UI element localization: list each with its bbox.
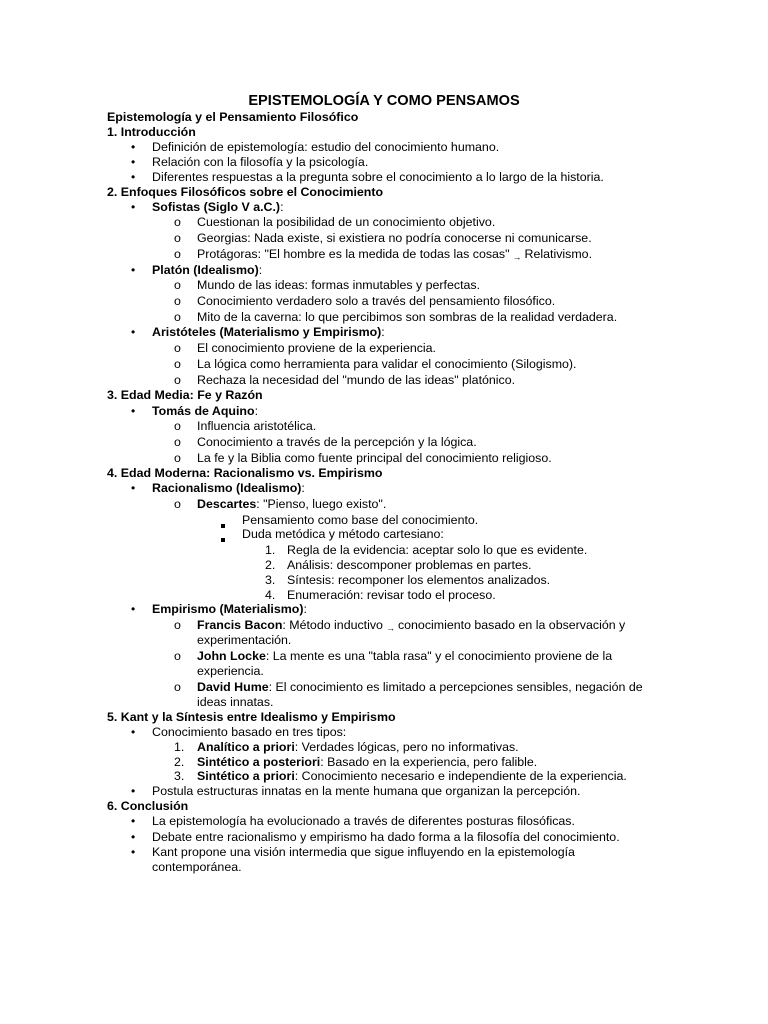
list-item: Mundo de las ideas: formas inmutables y perfectas. bbox=[197, 278, 481, 292]
circle-glyph: o bbox=[174, 310, 181, 324]
arrow-right-icon: → bbox=[512, 252, 522, 262]
bullet-glyph: • bbox=[131, 725, 136, 739]
circle-glyph: o bbox=[174, 215, 181, 229]
bullet-glyph: • bbox=[131, 140, 136, 154]
bullet-glyph: • bbox=[131, 200, 136, 214]
descartes-text: : "Pienso, luego existo". bbox=[256, 497, 387, 511]
colon-glyph: : bbox=[303, 602, 307, 616]
type-label: Sintético a posteriori bbox=[197, 755, 321, 769]
list-item: Regla de la evidencia: aceptar solo lo que es evidente. bbox=[287, 543, 588, 557]
list-item-descartes bbox=[197, 497, 386, 512]
list-item: La lógica como herramienta para validar el conocimiento (Silogismo). bbox=[197, 357, 577, 371]
page-title: EPISTEMOLOGÍA Y COMO PENSAMOS bbox=[248, 93, 520, 109]
bacon-text-2: conocimiento basado en la observación y bbox=[397, 618, 626, 632]
list-item bbox=[197, 769, 627, 784]
list-item-tomas bbox=[152, 404, 258, 419]
list-item: Diferentes respuestas a la pregunta sobre el conocimiento a lo largo de la historia. bbox=[152, 170, 604, 184]
bullet-glyph: • bbox=[131, 830, 136, 844]
square-bullet-icon bbox=[221, 531, 225, 546]
list-item-platon bbox=[152, 263, 262, 278]
empirismo-label: Empirismo (Materialismo) bbox=[152, 602, 304, 616]
list-item: Duda metódica y método cartesiano: bbox=[242, 527, 444, 541]
list-item: El conocimiento proviene de la experiencia. bbox=[197, 341, 437, 355]
aristoteles-label: Aristóteles (Materialismo y Empirismo) bbox=[152, 325, 382, 339]
bullet-glyph: • bbox=[131, 155, 136, 169]
list-item: Conocimiento basado en tres tipos: bbox=[152, 725, 347, 739]
bullet-glyph: • bbox=[131, 325, 136, 339]
numbered-marker: 1. bbox=[174, 740, 185, 754]
colon-glyph: : bbox=[301, 481, 305, 495]
section-heading-1: 1. Introducción bbox=[107, 125, 196, 139]
list-item: Cuestionan la posibilidad de un conocimiento objetivo. bbox=[197, 215, 496, 229]
bullet-glyph: • bbox=[131, 602, 136, 616]
type-text: : Conocimiento necesario e independiente de la experiencia. bbox=[294, 769, 627, 783]
list-item-hume bbox=[197, 680, 643, 695]
bullet-glyph: • bbox=[131, 845, 136, 859]
section-heading-6: 6. Conclusión bbox=[107, 799, 189, 813]
locke-text: : La mente es una "tabla rasa" y el conocimiento proviene de la bbox=[265, 649, 613, 663]
arrow-right-icon: → bbox=[385, 623, 395, 633]
list-item: Postula estructuras innatas en la mente humana que organizan la percepción. bbox=[152, 784, 581, 798]
circle-glyph: o bbox=[174, 451, 181, 465]
list-item: Georgias: Nada existe, si existiera no podría conocerse ni comunicarse. bbox=[197, 231, 592, 245]
list-item: Kant propone una visión intermedia que sigue influyendo en la epistemología bbox=[152, 845, 575, 859]
list-item-sofistas bbox=[152, 200, 284, 215]
section-heading-2: 2. Enfoques Filosóficos sobre el Conocimiento bbox=[107, 185, 384, 199]
bullet-glyph: • bbox=[131, 170, 136, 184]
circle-glyph: o bbox=[174, 649, 181, 663]
list-item: La fe y la Biblia como fuente principal del conocimiento religioso. bbox=[197, 451, 552, 465]
section-heading-5: 5. Kant y la Síntesis entre Idealismo y Empirismo bbox=[107, 710, 396, 724]
colon-glyph: : bbox=[254, 404, 259, 418]
list-item-continuation: experimentación. bbox=[197, 633, 292, 647]
list-item: Debate entre racionalismo y empirismo ha dado forma a la filosofía del conocimiento. bbox=[152, 830, 620, 844]
tomas-label: Tomás de Aquino bbox=[152, 404, 255, 418]
list-item: Pensamiento como base del conocimiento. bbox=[242, 513, 479, 527]
list-item: Análisis: descomponer problemas en partes. bbox=[287, 558, 532, 572]
colon-glyph: : bbox=[381, 325, 385, 339]
list-item-continuation: ideas innatas. bbox=[197, 695, 274, 709]
document-subtitle: Epistemología y el Pensamiento Filosófico bbox=[107, 110, 359, 124]
list-item bbox=[197, 247, 592, 263]
list-item-racionalismo bbox=[152, 481, 305, 496]
circle-glyph: o bbox=[174, 435, 181, 449]
colon-glyph: : bbox=[258, 263, 263, 277]
list-item-bacon bbox=[197, 618, 625, 634]
bullet-glyph: • bbox=[131, 814, 136, 828]
circle-glyph: o bbox=[174, 247, 181, 261]
colon-glyph: : bbox=[280, 200, 284, 214]
circle-glyph: o bbox=[174, 341, 181, 355]
list-item: Definición de epistemología: estudio del conocimiento humano. bbox=[152, 140, 500, 154]
circle-glyph: o bbox=[174, 278, 181, 292]
numbered-marker: 3. bbox=[265, 573, 276, 587]
list-item-continuation: contemporánea. bbox=[152, 860, 242, 874]
list-item: Mito de la caverna: lo que percibimos son sombras de la realidad verdadera. bbox=[197, 310, 618, 324]
list-item: Influencia aristotélica. bbox=[197, 419, 317, 433]
type-label: Analítico a priori bbox=[197, 740, 295, 754]
list-item: Relación con la filosofía y la psicología. bbox=[152, 155, 369, 169]
list-item: Rechaza la necesidad del "mundo de las ideas" platónico. bbox=[197, 373, 516, 387]
type-text: : Verdades lógicas, pero no informativas. bbox=[294, 740, 519, 754]
type-label: Sintético a priori bbox=[197, 769, 295, 783]
bacon-text: : Método inductivo bbox=[282, 618, 383, 632]
list-item: Enumeración: revisar todo el proceso. bbox=[287, 588, 496, 602]
list-item: Conocimiento a través de la percepción y la lógica. bbox=[197, 435, 477, 449]
numbered-marker: 3. bbox=[174, 769, 185, 783]
descartes-label: Descartes bbox=[197, 497, 257, 511]
type-text: : Basado en la experiencia, pero falible. bbox=[320, 755, 538, 769]
list-item: La epistemología ha evolucionado a través de diferentes posturas filosóficas. bbox=[152, 814, 575, 828]
bullet-glyph: • bbox=[131, 404, 136, 418]
circle-glyph: o bbox=[174, 357, 181, 371]
numbered-marker: 4. bbox=[265, 588, 276, 602]
hume-text: : El conocimiento es limitado a percepciones sensibles, negación de bbox=[268, 680, 643, 694]
circle-glyph: o bbox=[174, 680, 181, 694]
list-item: Conocimiento verdadero solo a través del pensamiento filosófico. bbox=[197, 294, 556, 308]
locke-label: John Locke bbox=[197, 649, 266, 663]
bacon-label: Francis Bacon bbox=[197, 618, 283, 632]
relativismo-text: Relativismo. bbox=[524, 247, 593, 261]
section-heading-3: 3. Edad Media: Fe y Razón bbox=[107, 388, 263, 402]
bullet-glyph: • bbox=[131, 263, 136, 277]
square-bullet-icon bbox=[221, 517, 225, 532]
hume-label: David Hume bbox=[197, 680, 269, 694]
list-item-empirismo bbox=[152, 602, 307, 617]
circle-glyph: o bbox=[174, 373, 181, 387]
circle-glyph: o bbox=[174, 294, 181, 308]
platon-label: Platón (Idealismo) bbox=[152, 263, 259, 277]
list-item-continuation: experiencia. bbox=[197, 664, 264, 678]
list-item bbox=[197, 740, 519, 755]
list-item-locke bbox=[197, 649, 612, 664]
list-item: Síntesis: recomponer los elementos analizados. bbox=[287, 573, 551, 587]
list-item-aristoteles bbox=[152, 325, 385, 340]
circle-glyph: o bbox=[174, 419, 181, 433]
circle-glyph: o bbox=[174, 618, 181, 632]
circle-glyph: o bbox=[174, 231, 181, 245]
bullet-glyph: • bbox=[131, 784, 136, 798]
numbered-marker: 2. bbox=[265, 558, 276, 572]
section-heading-4: 4. Edad Moderna: Racionalismo vs. Empirismo bbox=[107, 466, 383, 480]
list-item bbox=[197, 755, 537, 770]
protagoras-text: Protágoras: "El hombre es la medida de todas las cosas" bbox=[197, 247, 510, 261]
sofistas-label: Sofistas (Siglo V a.C.) bbox=[152, 200, 281, 214]
numbered-marker: 1. bbox=[265, 543, 276, 557]
circle-glyph: o bbox=[174, 497, 181, 511]
numbered-marker: 2. bbox=[174, 755, 185, 769]
racionalismo-label: Racionalismo (Idealismo) bbox=[152, 481, 302, 495]
bullet-glyph: • bbox=[131, 481, 136, 495]
